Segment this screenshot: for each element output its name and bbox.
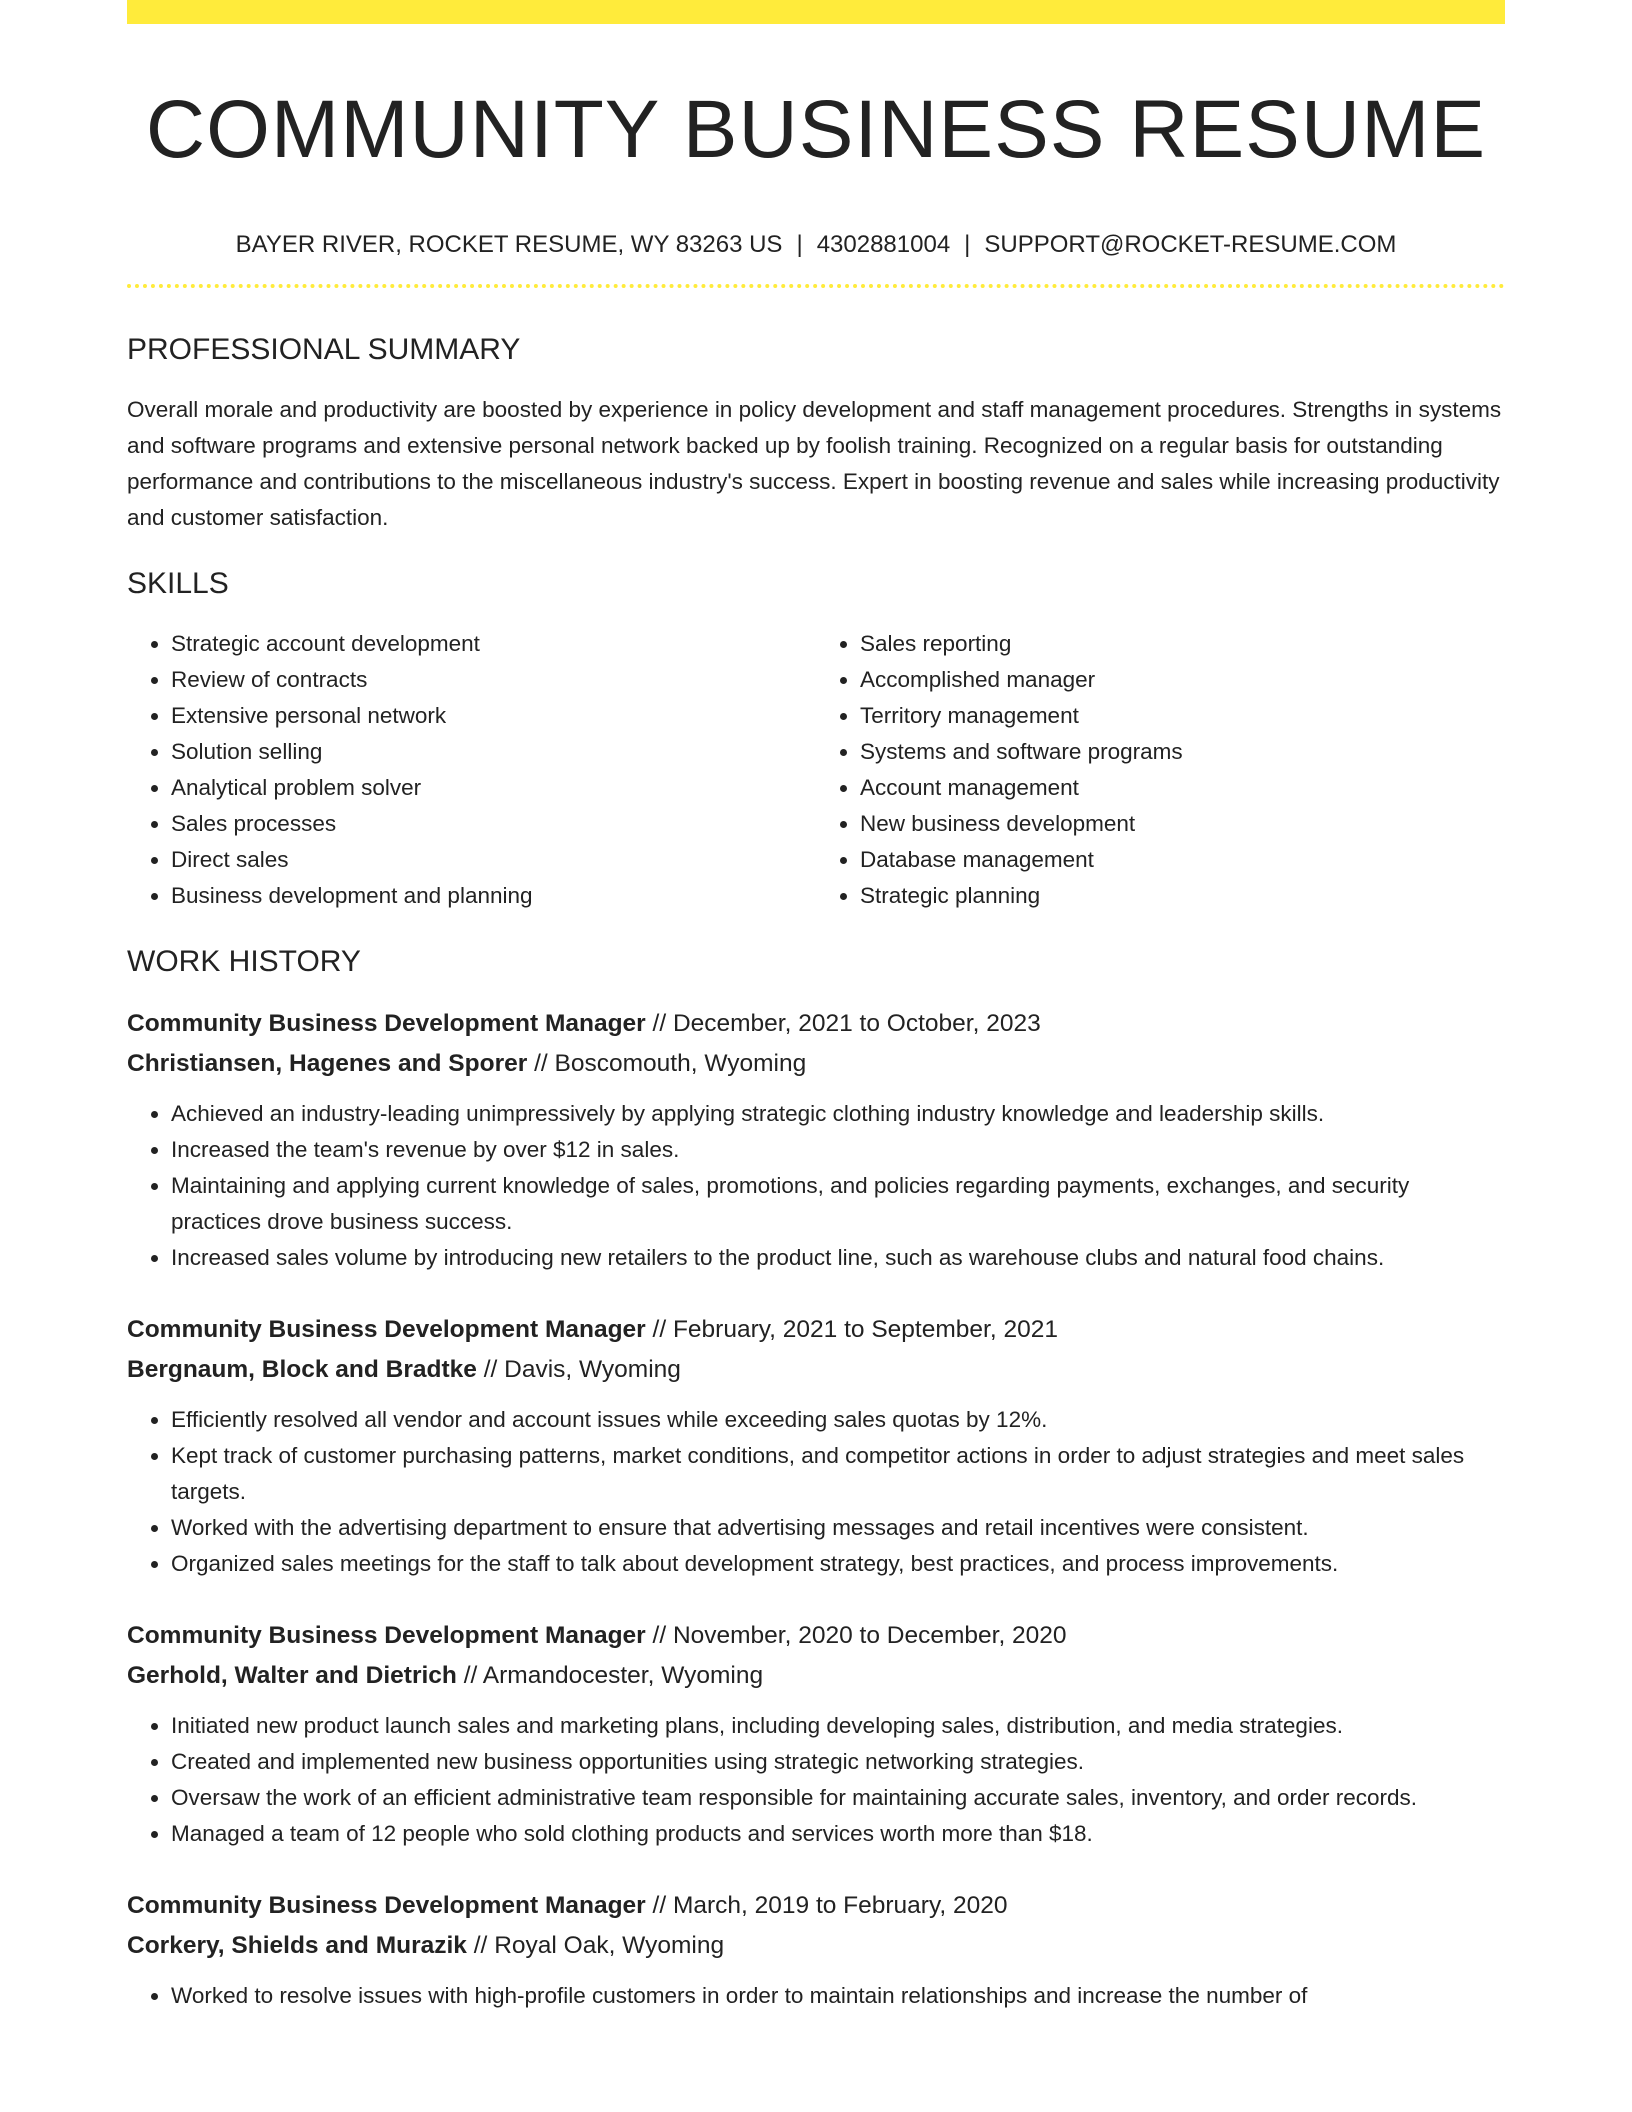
contact-address: BAYER RIVER, ROCKET RESUME, WY 83263 US (235, 231, 783, 258)
skills-heading: SKILLS (127, 567, 229, 600)
job-title: Community Business Development Manager (127, 1622, 646, 1649)
contact-email: SUPPORT@ROCKET-RESUME.COM (984, 231, 1397, 258)
job-title: Community Business Development Manager (127, 1010, 646, 1037)
contact-line (127, 230, 1505, 260)
job-bullet: • Oversaw the work of an efficient administrative team responsible for maintaining accurate sales, inventory, and order records. (171, 1780, 1505, 1816)
job-company-line (127, 1350, 1505, 1390)
job-bullet: • Increased sales volume by introducing new retailers to the product line, such as warehouse clubs and natural food chains. (171, 1240, 1505, 1276)
job-dates: November, 2020 to December, 2020 (672, 1622, 1067, 1649)
dotted-divider (127, 284, 1505, 288)
job-delimiter: // (463, 1662, 478, 1689)
job-bullet: • Worked to resolve issues with high-profile customers in order to maintain relationships and increase the number of (171, 1978, 1505, 2014)
job-bullet: • Efficiently resolved all vendor and account issues while exceeding sales quotas by 12%. (171, 1402, 1505, 1438)
skill-item: • Business development and planning (171, 878, 816, 914)
summary-text: Overall morale and productivity are boosted by experience in policy development and staff management procedures. Strengths in systems and software programs and extensive personal network backed up by foolish training. Recognized on a regular basis for outstanding performance and contributions to the miscellaneous industry's success. Expert in boosting revenue and sales while increasing productivity and customer satisfaction. (127, 397, 1502, 530)
job-entry (127, 1004, 1505, 1276)
job-company: Corkery, Shields and Murazik (127, 1932, 467, 1959)
job-entry (127, 1616, 1505, 1852)
job-delimiter: // (473, 1932, 488, 1959)
skills-list-left (127, 626, 816, 914)
contact-phone: 4302881004 (816, 231, 951, 258)
summary-heading: PROFESSIONAL SUMMARY (127, 333, 521, 366)
job-company: Gerhold, Walter and Dietrich (127, 1662, 457, 1689)
job-entry (127, 1310, 1505, 1582)
resume-page (127, 0, 1505, 2014)
job-bullet: • Increased the team's revenue by over $12 in sales. (171, 1132, 1505, 1168)
skill-item: • Systems and software programs (860, 734, 1505, 770)
skill-item: • Review of contracts (171, 662, 816, 698)
job-bullets (127, 1096, 1505, 1276)
job-title-line (127, 1310, 1505, 1350)
skill-item: • Territory management (860, 698, 1505, 734)
job-bullet: • Created and implemented new business opportunities using strategic networking strategies. (171, 1744, 1505, 1780)
job-delimiter: // (652, 1892, 667, 1919)
skill-item: • Accomplished manager (860, 662, 1505, 698)
job-company-line (127, 1044, 1505, 1084)
skills-grid (127, 626, 1505, 914)
job-dates: February, 2021 to September, 2021 (672, 1316, 1058, 1343)
skill-item: • Extensive personal network (171, 698, 816, 734)
work-history-heading: WORK HISTORY (127, 945, 361, 978)
job-title-line (127, 1616, 1505, 1656)
job-company: Christiansen, Hagenes and Sporer (127, 1050, 528, 1077)
job-delimiter: // (652, 1622, 667, 1649)
job-bullets (127, 1978, 1505, 2014)
job-bullets (127, 1708, 1505, 1852)
job-title: Community Business Development Manager (127, 1892, 646, 1919)
job-company-line (127, 1656, 1505, 1696)
job-title: Community Business Development Manager (127, 1316, 646, 1343)
job-entry (127, 1886, 1505, 2014)
job-bullet: • Worked with the advertising department to ensure that advertising messages and retail incentives were consistent. (171, 1510, 1505, 1546)
skill-item: • Solution selling (171, 734, 816, 770)
skill-item: • Database management (860, 842, 1505, 878)
contact-separator: | (964, 231, 971, 258)
job-delimiter: // (652, 1316, 667, 1343)
skill-item: • Account management (860, 770, 1505, 806)
job-bullets (127, 1402, 1505, 1582)
resume-title: COMMUNITY BUSINESS RESUME (145, 84, 1487, 175)
skills-list-right (816, 626, 1505, 914)
skill-item: • Strategic account development (171, 626, 816, 662)
job-location: Armandocester, Wyoming (482, 1662, 764, 1689)
skill-item: • Direct sales (171, 842, 816, 878)
skill-item: • Analytical problem solver (171, 770, 816, 806)
job-delimiter: // (534, 1050, 548, 1077)
skill-item: • Sales reporting (860, 626, 1505, 662)
job-dates: December, 2021 to October, 2023 (672, 1010, 1041, 1037)
job-company: Bergnaum, Block and Bradtke (127, 1356, 477, 1383)
skill-item: • Strategic planning (860, 878, 1505, 914)
job-bullet: • Organized sales meetings for the staff to talk about development strategy, best practices, and process improvements. (171, 1546, 1505, 1582)
job-bullet: • Achieved an industry-leading unimpressively by applying strategic clothing industry knowledge and leadership skills. (171, 1096, 1505, 1132)
skill-item: • Sales processes (171, 806, 816, 842)
job-dates: March, 2019 to February, 2020 (672, 1892, 1008, 1919)
contact-separator: | (796, 231, 803, 258)
job-delimiter: // (483, 1356, 498, 1383)
job-title-line (127, 1004, 1505, 1044)
job-location: Royal Oak, Wyoming (494, 1932, 725, 1959)
job-bullet: • Kept track of customer purchasing patterns, market conditions, and competitor actions in order to adjust strategies and meet sales targets. (171, 1438, 1505, 1510)
job-company-line (127, 1926, 1505, 1966)
job-bullet: • Maintaining and applying current knowledge of sales, promotions, and policies regarding payments, exchanges, and security practices drove business success. (171, 1168, 1505, 1240)
job-bullet: • Initiated new product launch sales and marketing plans, including developing sales, distribution, and media strategies. (171, 1708, 1505, 1744)
job-bullet: • Managed a team of 12 people who sold clothing products and services worth more than $18. (171, 1816, 1505, 1852)
skill-item: • New business development (860, 806, 1505, 842)
job-location: Davis, Wyoming (504, 1356, 681, 1383)
job-location: Boscomouth, Wyoming (554, 1050, 807, 1077)
job-title-line (127, 1886, 1505, 1926)
top-accent-bar (127, 0, 1505, 24)
job-delimiter: // (652, 1010, 667, 1037)
